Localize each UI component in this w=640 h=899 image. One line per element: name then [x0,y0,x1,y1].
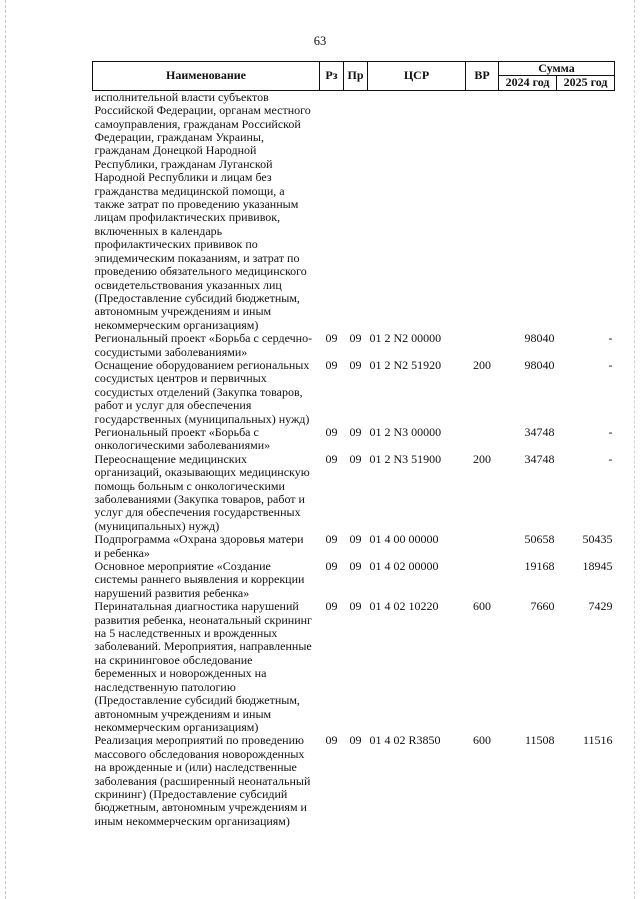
row-vr: 200 [473,357,491,372]
cell-name [93,453,320,533]
row-sum-2025: 18945 [582,559,613,574]
row-sum-2024: 34748 [524,424,555,439]
row-vr [466,332,499,359]
row-csr: 01 4 02 R3850 [369,733,441,748]
row-vr [466,90,499,332]
row-name: Переоснащение медицинских организаций, оказывающих медицинскую помощь больным с онкологическими заболеваниями (Закупка товаров, работ и услуг для обеспечения государственных (муниципальных) нужд) [94,451,310,533]
row-name: Основное мероприятие «Создание системы раннего выявления и коррекции нарушений развития ребенка» [94,559,305,600]
row-rz: 09 [325,733,338,748]
row-csr: 01 2 N3 00000 [369,424,442,439]
row-sum-2024: 7660 [530,599,555,614]
cell-name [93,426,320,453]
header-name: Наименование [93,62,320,91]
header-year-2025: 2025 год [557,76,615,90]
row-pr [344,90,368,332]
cell-name [93,734,320,828]
cell-name [93,533,320,560]
row-pr: 09 [349,331,362,346]
row-csr: 01 2 N2 51920 [369,357,442,372]
row-sum-2024: 34748 [524,451,555,466]
row-sum-2025: - [608,331,613,346]
row-rz [320,90,344,332]
row-csr: 01 2 N2 00000 [369,331,442,346]
row-vr: 600 [473,599,491,614]
row-rz: 09 [325,532,338,547]
row-name: исполнительной власти субъектов Российской Федерации, органам местного самоуправления, гражданам Российской Федерации, гражданам Украины, гражданам Донецкой Народной Республики, гражданам Луганской Народной Республики и лицам без гражданства медицинской помощи, а также затрат по проведению указанным лицам профилактических прививок, включенных в календарь профилактических прививок по эпидемическим показаниям, и затрат по проведению обязательного медицинского освидетельствования указанных лиц (Предоставление субсидий бюджетным, автономным учреждениям и иным некоммерческим организациям) [94,89,311,332]
row-rz: 09 [325,331,338,346]
scan-edge-right [634,0,636,899]
budget-table [92,61,615,828]
table-row [93,533,615,560]
table-row [93,332,615,359]
row-vr: 200 [473,451,491,466]
cell-name [93,359,320,426]
header-year-2024: 2024 год [499,76,557,90]
row-rz: 09 [325,599,338,614]
row-vr [466,426,499,453]
row-csr [368,90,466,332]
cell-name [93,90,320,332]
table-row [93,359,615,426]
row-name: Региональный проект «Борьба с сердечно-сосудистыми заболеваниями» [94,331,313,359]
row-pr: 09 [349,733,362,748]
row-sum-2024: 19168 [524,559,555,574]
scan-edge-left [5,0,7,899]
row-pr: 09 [349,451,362,466]
row-name: Региональный проект «Борьба с онкологическими заболеваниями» [94,424,271,453]
row-rz: 09 [325,357,338,372]
row-pr: 09 [349,424,362,439]
row-sum-2024: 11508 [524,733,555,748]
row-csr: 01 4 00 00000 [369,532,439,547]
row-sum-2024 [499,90,557,332]
row-name: Перинатальная диагностика нарушений развития ребенка, неонатальный скрининг на 5 наследственных и врожденных заболеваний. Мероприятия, направленные на скрининговое обследование беременных и новорожденных на наследственную патологию (Предоставление субсидий бюджетным, автономным учреждениям и иным некоммерческим организациям) [94,599,312,734]
row-name: Оснащение оборудованием региональных сосудистых центров и первичных сосудистых отделений (Закупка товаров, работ и услуг для обеспечения государственных (муниципальных) нужд) [94,357,310,426]
row-sum-2025: - [608,357,613,372]
cell-name [93,560,320,600]
row-sum-2025: 11516 [582,733,613,748]
row-sum-2025: - [608,424,613,439]
row-sum-2025: 50435 [582,532,613,547]
row-vr: 600 [473,733,491,748]
row-pr: 09 [349,559,362,574]
row-vr [466,533,499,560]
table-row [93,426,615,453]
row-csr: 01 4 02 00000 [369,559,439,574]
header-vr: ВР [466,62,499,91]
header-rz: Рз [320,62,344,91]
row-sum-2025 [557,90,615,332]
table-row [93,90,615,332]
row-vr [466,560,499,600]
row-pr: 09 [349,599,362,614]
row-csr: 01 4 02 10220 [369,599,439,614]
table-row [93,453,615,533]
cell-name [93,332,320,359]
row-csr: 01 2 N3 51900 [369,451,442,466]
row-sum-2024: 50658 [524,532,555,547]
header-pr: Пр [344,62,368,91]
row-sum-2025: - [608,451,613,466]
row-name: Реализация мероприятий по проведению массового обследования новорожденных на врожденные и (или) наследственные заболевания (расширенный неонатальный скрининг) (Предоставление субсидий бюджетным, автономным учреждениям и иным некоммерческим организациям) [94,733,311,828]
row-pr: 09 [349,357,362,372]
row-sum-2024: 98040 [524,357,555,372]
header-csr: ЦСР [368,62,466,91]
row-rz: 09 [325,451,338,466]
row-pr: 09 [349,532,362,547]
table-row [93,560,615,600]
table-row [93,600,615,734]
row-name: Подпрограмма «Охрана здоровья матери и ребенка» [94,532,304,560]
row-sum-2024: 98040 [524,331,555,346]
table-body [93,90,615,828]
row-rz: 09 [325,424,338,439]
page-number: 63 [313,34,327,48]
row-rz: 09 [325,559,338,574]
header-sum: Сумма [499,62,615,76]
table-header [93,62,615,91]
cell-name [93,600,320,734]
row-sum-2025: 7429 [588,599,613,614]
table-row [93,734,615,828]
